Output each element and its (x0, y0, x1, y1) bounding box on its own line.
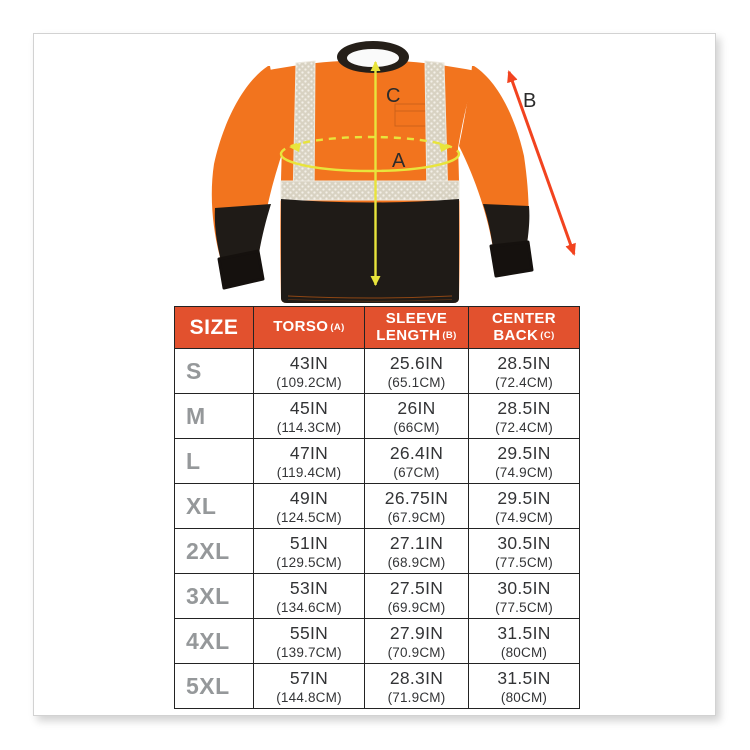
sleeve-cell (365, 439, 469, 484)
sleeve-cell (365, 484, 469, 529)
back-cell (469, 484, 580, 529)
torso-centimeters: (119.4CM) (276, 464, 342, 480)
back-cell (469, 529, 580, 574)
sleeve-cell (365, 619, 469, 664)
size-cell (175, 349, 254, 394)
torso-inches: 47IN (289, 442, 329, 463)
size-label: S (186, 357, 202, 384)
sleeve-centimeters: (68.9CM) (387, 554, 446, 570)
torso-centimeters: (134.6CM) (276, 599, 342, 615)
back-centimeters: (77.5CM) (495, 599, 553, 615)
back-inches: 30.5IN (497, 532, 551, 553)
size-cell (175, 484, 254, 529)
back-inches: 29.5IN (497, 487, 551, 508)
header-back-sub: (C) (540, 330, 555, 341)
header-torso-sub: (A) (330, 321, 345, 333)
label-c: C (386, 85, 401, 107)
torso-inches: 51IN (289, 532, 329, 553)
size-label: 3XL (186, 582, 230, 609)
table-row (175, 664, 580, 709)
left-cuff (219, 251, 263, 288)
sleeve-cell (365, 574, 469, 619)
torso-inches: 57IN (289, 667, 329, 688)
back-centimeters: (74.9CM) (495, 464, 553, 480)
size-table-body (175, 349, 580, 709)
torso-centimeters: (144.8CM) (276, 689, 342, 705)
torso-inches: 45IN (289, 397, 329, 418)
back-centimeters: (74.9CM) (495, 509, 553, 525)
torso-cell (254, 394, 365, 439)
header-sleeve-line1: SLEEVE (385, 309, 448, 327)
header-sleeve-line2: LENGTH (376, 326, 441, 344)
back-centimeters: (80CM) (500, 644, 548, 660)
table-row (175, 484, 580, 529)
size-label: 5XL (186, 672, 230, 699)
back-inches: 28.5IN (497, 397, 551, 418)
back-centimeters: (77.5CM) (495, 554, 553, 570)
sleeve-cell (365, 349, 469, 394)
size-label: XL (186, 492, 217, 519)
torso-centimeters: (109.2CM) (276, 374, 342, 390)
back-cell (469, 664, 580, 709)
size-cell (175, 574, 254, 619)
header-sleeve-length (365, 307, 469, 349)
collar (337, 41, 409, 73)
torso-centimeters: (129.5CM) (276, 554, 342, 570)
header-torso-label: TORSO (273, 318, 329, 336)
torso-cell (254, 664, 365, 709)
back-cell (469, 349, 580, 394)
header-torso (254, 307, 365, 349)
back-cell (469, 439, 580, 484)
header-size (175, 307, 254, 349)
back-centimeters: (80CM) (500, 689, 548, 705)
size-table (174, 306, 580, 709)
table-row (175, 574, 580, 619)
table-row (175, 529, 580, 574)
torso-black-panel (281, 199, 459, 303)
label-b: B (523, 90, 537, 112)
sleeve-inches: 27.5IN (389, 577, 444, 598)
left-sleeve-black (215, 204, 271, 261)
back-centimeters: (72.4CM) (495, 374, 553, 390)
table-row (175, 349, 580, 394)
back-cell (469, 619, 580, 664)
sleeve-centimeters: (69.9CM) (387, 599, 446, 615)
torso-centimeters: (139.7CM) (276, 644, 342, 660)
sleeve-centimeters: (71.9CM) (387, 689, 446, 705)
back-inches: 28.5IN (497, 352, 551, 373)
sleeve-cell (365, 529, 469, 574)
size-cell (175, 619, 254, 664)
size-label: M (186, 402, 206, 429)
size-label: 4XL (186, 627, 230, 654)
torso-inches: 55IN (289, 622, 329, 643)
size-label: L (186, 447, 201, 474)
header-back-line2: BACK (493, 326, 539, 344)
torso-inches: 53IN (289, 577, 329, 598)
back-inches: 30.5IN (497, 577, 551, 598)
size-cell (175, 664, 254, 709)
torso-inches: 43IN (289, 352, 329, 373)
sleeve-inches: 26.4IN (389, 442, 444, 463)
sleeve-inches: 26.75IN (384, 487, 449, 508)
torso-cell (254, 619, 365, 664)
right-cuff (491, 242, 532, 276)
sleeve-cell (365, 664, 469, 709)
sleeve-inches: 28.3IN (389, 667, 444, 688)
product-size-chart-card (33, 33, 716, 716)
torso-cell (254, 349, 365, 394)
back-inches: 29.5IN (497, 442, 551, 463)
torso-cell (254, 439, 365, 484)
sleeve-centimeters: (65.1CM) (387, 374, 446, 390)
size-cell (175, 529, 254, 574)
sleeve-centimeters: (66CM) (393, 419, 440, 435)
table-row (175, 394, 580, 439)
shirt-diagram (196, 32, 596, 312)
size-cell (175, 394, 254, 439)
sleeve-inches: 25.6IN (389, 352, 444, 373)
size-label: 2XL (186, 537, 230, 564)
sleeve-cell (365, 394, 469, 439)
back-cell (469, 574, 580, 619)
back-cell (469, 394, 580, 439)
label-a: A (392, 150, 406, 172)
torso-cell (254, 574, 365, 619)
table-row (175, 439, 580, 484)
back-inches: 31.5IN (497, 622, 551, 643)
back-centimeters: (72.4CM) (495, 419, 553, 435)
header-size-label: SIZE (189, 315, 239, 339)
torso-cell (254, 484, 365, 529)
table-row (175, 619, 580, 664)
header-back-line1: CENTER (491, 309, 557, 327)
torso-centimeters: (124.5CM) (276, 509, 342, 525)
back-inches: 31.5IN (497, 667, 551, 688)
size-cell (175, 439, 254, 484)
sleeve-inches: 26IN (397, 397, 436, 418)
sleeve-centimeters: (70.9CM) (387, 644, 446, 660)
header-sleeve-sub: (B) (442, 330, 457, 341)
sleeve-centimeters: (67CM) (393, 464, 440, 480)
size-table-header (175, 307, 580, 349)
torso-inches: 49IN (289, 487, 329, 508)
header-center-back (469, 307, 580, 349)
sleeve-inches: 27.1IN (389, 532, 444, 553)
torso-cell (254, 529, 365, 574)
torso-centimeters: (114.3CM) (276, 419, 342, 435)
sleeve-inches: 27.9IN (389, 622, 444, 643)
sleeve-centimeters: (67.9CM) (387, 509, 446, 525)
